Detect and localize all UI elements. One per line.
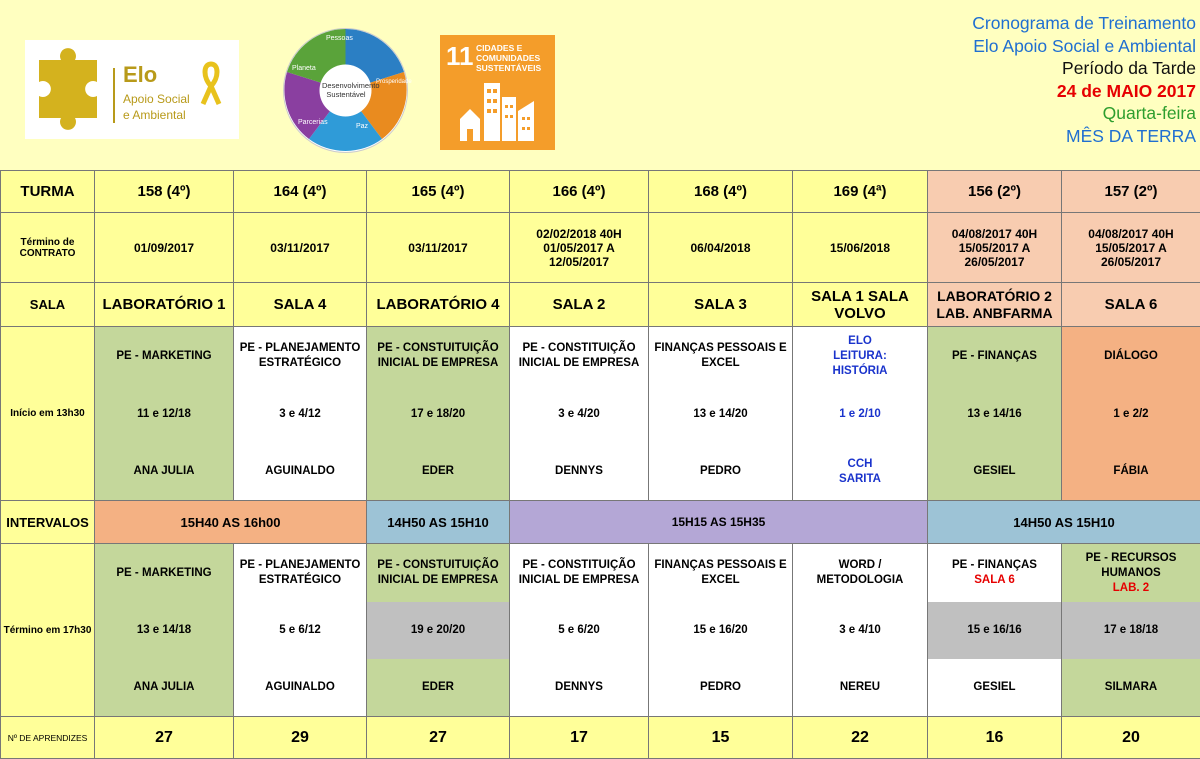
label-turma: TURMA bbox=[1, 171, 95, 213]
session-cell bbox=[367, 544, 510, 717]
interval-cell: 15H15 AS 15H35 bbox=[510, 501, 928, 544]
session-instructor: DENNYS bbox=[510, 659, 648, 716]
session-cell bbox=[793, 327, 928, 501]
row-afternoon-first bbox=[1, 327, 1200, 501]
session-cell bbox=[234, 327, 367, 501]
session-cell bbox=[649, 327, 793, 501]
session-subject: PE - MARKETING bbox=[95, 327, 233, 385]
elo-logo-sub2: e Ambiental bbox=[123, 108, 186, 122]
session-lessons: 13 e 14/18 bbox=[95, 602, 233, 659]
session-cell bbox=[649, 544, 793, 717]
session-lessons: 3 e 4/20 bbox=[510, 385, 648, 443]
row-aprendizes bbox=[1, 717, 1200, 759]
session-instructor: EDER bbox=[367, 659, 509, 716]
session-instructor: AGUINALDO bbox=[234, 659, 366, 716]
session-cell bbox=[95, 544, 234, 717]
label-aprendizes: Nº DE APRENDIZES bbox=[1, 717, 95, 759]
turma-cell: 157 (2º) bbox=[1062, 171, 1200, 213]
session-subject: PE - MARKETING bbox=[95, 544, 233, 602]
schedule-table bbox=[0, 170, 1200, 759]
session-subject: WORD / METODOLOGIA bbox=[793, 544, 927, 602]
interval-cell: 14H50 AS 15H10 bbox=[367, 501, 510, 544]
session-instructor: ANA JULIA bbox=[95, 659, 233, 716]
session-subject: PE - CONSTITUIÇÃO INICIAL DE EMPRESA bbox=[510, 544, 648, 602]
turma-cell: 164 (4º) bbox=[234, 171, 367, 213]
session-instructor: CCH SARITA bbox=[793, 443, 927, 500]
contrato-cell: 06/04/2018 bbox=[649, 213, 793, 283]
city-icon bbox=[440, 35, 555, 150]
aprendizes-cell: 15 bbox=[649, 717, 793, 759]
session-lessons: 17 e 18/20 bbox=[367, 385, 509, 443]
puzzle-icon bbox=[25, 40, 239, 139]
contrato-cell: 15/06/2018 bbox=[793, 213, 928, 283]
turma-cell: 166 (4º) bbox=[510, 171, 649, 213]
sala-cell: SALA 4 bbox=[234, 283, 367, 327]
ds-parcerias-label: Parcerias bbox=[298, 119, 328, 126]
contrato-cell: 03/11/2017 bbox=[234, 213, 367, 283]
session-lessons: 11 e 12/18 bbox=[95, 385, 233, 443]
elo-logo bbox=[25, 40, 239, 139]
session-instructor: NEREU bbox=[793, 659, 927, 716]
row-turma bbox=[1, 171, 1200, 213]
session-instructor: PEDRO bbox=[649, 443, 792, 500]
session-subject: PE - CONSTUITUIÇÃO INICIAL DE EMPRESA bbox=[367, 327, 509, 385]
header-line-6: MÊS DA TERRA bbox=[972, 125, 1196, 148]
session-room-note: SALA 6 bbox=[974, 573, 1014, 588]
sdg-11-logo bbox=[440, 35, 555, 150]
session-lessons: 13 e 14/20 bbox=[649, 385, 792, 443]
header-line-5: Quarta-feira bbox=[972, 102, 1196, 125]
sala-cell: SALA 2 bbox=[510, 283, 649, 327]
turma-cell: 156 (2º) bbox=[928, 171, 1062, 213]
session-lessons: 1 e 2/2 bbox=[1062, 385, 1200, 443]
ds-pessoas-label: Pessoas bbox=[326, 35, 353, 42]
aprendizes-cell: 27 bbox=[95, 717, 234, 759]
sdg-number: 11 bbox=[446, 41, 474, 72]
session-cell bbox=[1062, 544, 1200, 717]
aprendizes-cell: 16 bbox=[928, 717, 1062, 759]
session-cell bbox=[510, 327, 649, 501]
session-lessons: 17 e 18/18 bbox=[1062, 602, 1200, 659]
label-inicio: Início em 13h30 bbox=[1, 327, 95, 501]
header-line-2: Elo Apoio Social e Ambiental bbox=[972, 35, 1196, 58]
session-instructor: SILMARA bbox=[1062, 659, 1200, 716]
sala-cell: LABORATÓRIO 2 LAB. ANBFARMA bbox=[928, 283, 1062, 327]
aprendizes-cell: 22 bbox=[793, 717, 928, 759]
session-subject: PE - CONSTUITUIÇÃO INICIAL DE EMPRESA bbox=[367, 544, 509, 602]
ds-prosperidade-label: Prosperidade bbox=[376, 79, 412, 85]
row-contrato bbox=[1, 213, 1200, 283]
session-cell bbox=[510, 544, 649, 717]
session-lessons: 15 e 16/16 bbox=[928, 602, 1061, 659]
turma-cell: 165 (4º) bbox=[367, 171, 510, 213]
session-cell bbox=[928, 544, 1062, 717]
contrato-cell: 04/08/2017 40H 15/05/2017 A 26/05/2017 bbox=[928, 213, 1062, 283]
session-cell bbox=[1062, 327, 1200, 501]
session-cell bbox=[367, 327, 510, 501]
session-subject-block bbox=[1062, 544, 1200, 602]
row-afternoon-second bbox=[1, 544, 1200, 717]
sala-cell: LABORATÓRIO 4 bbox=[367, 283, 510, 327]
session-lessons: 5 e 6/20 bbox=[510, 602, 648, 659]
session-lessons: 3 e 4/12 bbox=[234, 385, 366, 443]
session-subject: FINANÇAS PESSOAIS E EXCEL bbox=[649, 327, 792, 385]
session-instructor: AGUINALDO bbox=[234, 443, 366, 500]
turma-cell: 168 (4º) bbox=[649, 171, 793, 213]
interval-cell: 15H40 AS 16h00 bbox=[95, 501, 367, 544]
ds-planeta-label: Planeta bbox=[292, 65, 316, 72]
session-lessons: 15 e 16/20 bbox=[649, 602, 792, 659]
row-sala bbox=[1, 283, 1200, 327]
session-subject: PE - FINANÇAS bbox=[952, 558, 1037, 573]
sala-cell: SALA 3 bbox=[649, 283, 793, 327]
elo-logo-name: Elo bbox=[123, 62, 157, 88]
sdg-text: CIDADES E COMUNIDADES SUSTENTÁVEIS bbox=[476, 43, 550, 73]
contrato-cell: 01/09/2017 bbox=[95, 213, 234, 283]
session-subject: PE - RECURSOS HUMANOS bbox=[1064, 551, 1198, 581]
session-instructor: GESIEL bbox=[928, 443, 1061, 500]
elo-logo-sub1: Apoio Social bbox=[123, 92, 190, 106]
interval-cell: 14H50 AS 15H10 bbox=[928, 501, 1200, 544]
header-title-block bbox=[972, 12, 1196, 147]
session-instructor: PEDRO bbox=[649, 659, 792, 716]
session-instructor: DENNYS bbox=[510, 443, 648, 500]
header-line-4: 24 de MAIO 2017 bbox=[972, 80, 1196, 103]
row-intervalos bbox=[1, 501, 1200, 544]
session-cell bbox=[928, 327, 1062, 501]
turma-cell: 158 (4º) bbox=[95, 171, 234, 213]
session-subject: PE - PLANEJAMENTO ESTRATÉGICO bbox=[234, 544, 366, 602]
label-sala: SALA bbox=[1, 283, 95, 327]
session-lessons: 5 e 6/12 bbox=[234, 602, 366, 659]
header-line-1: Cronograma de Treinamento bbox=[972, 12, 1196, 35]
header-line-3: Período da Tarde bbox=[972, 57, 1196, 80]
turma-cell: 169 (4ª) bbox=[793, 171, 928, 213]
session-subject: ELO LEITURA: HISTÓRIA bbox=[793, 327, 927, 385]
session-subject: PE - FINANÇAS bbox=[928, 327, 1061, 385]
label-intervalos: INTERVALOS bbox=[1, 501, 95, 544]
session-lessons: 1 e 2/10 bbox=[793, 385, 927, 443]
label-termino-contrato: Término de CONTRATO bbox=[1, 213, 95, 283]
session-subject: DIÁLOGO bbox=[1062, 327, 1200, 385]
label-termino-17h30: Término em 17h30 bbox=[1, 544, 95, 717]
session-cell bbox=[234, 544, 367, 717]
contrato-cell: 02/02/2018 40H 01/05/2017 A 12/05/2017 bbox=[510, 213, 649, 283]
session-instructor: GESIEL bbox=[928, 659, 1061, 716]
session-lessons: 13 e 14/16 bbox=[928, 385, 1061, 443]
sala-cell: LABORATÓRIO 1 bbox=[95, 283, 234, 327]
aprendizes-cell: 20 bbox=[1062, 717, 1200, 759]
aprendizes-cell: 17 bbox=[510, 717, 649, 759]
session-lessons: 3 e 4/10 bbox=[793, 602, 927, 659]
header bbox=[0, 0, 1200, 171]
aprendizes-cell: 29 bbox=[234, 717, 367, 759]
session-instructor: FÁBIA bbox=[1062, 443, 1200, 500]
contrato-cell: 04/08/2017 40H 15/05/2017 A 26/05/2017 bbox=[1062, 213, 1200, 283]
session-subject: PE - CONSTITUIÇÃO INICIAL DE EMPRESA bbox=[510, 327, 648, 385]
session-cell bbox=[793, 544, 928, 717]
sala-cell: SALA 1 SALA VOLVO bbox=[793, 283, 928, 327]
sustainable-development-logo bbox=[282, 27, 409, 154]
session-subject: FINANÇAS PESSOAIS E EXCEL bbox=[649, 544, 792, 602]
session-instructor: EDER bbox=[367, 443, 509, 500]
ds-paz-label: Paz bbox=[356, 123, 368, 130]
sala-cell: SALA 6 bbox=[1062, 283, 1200, 327]
session-subject: PE - PLANEJAMENTO ESTRATÉGICO bbox=[234, 327, 366, 385]
session-subject-block bbox=[928, 544, 1061, 602]
contrato-cell: 03/11/2017 bbox=[367, 213, 510, 283]
aprendizes-cell: 27 bbox=[367, 717, 510, 759]
session-cell bbox=[95, 327, 234, 501]
session-room-note: LAB. 2 bbox=[1113, 581, 1149, 596]
session-lessons: 19 e 20/20 bbox=[367, 602, 509, 659]
session-instructor: ANA JULIA bbox=[95, 443, 233, 500]
ds-center-label: Desenvolvimento Sustentável bbox=[322, 81, 370, 99]
